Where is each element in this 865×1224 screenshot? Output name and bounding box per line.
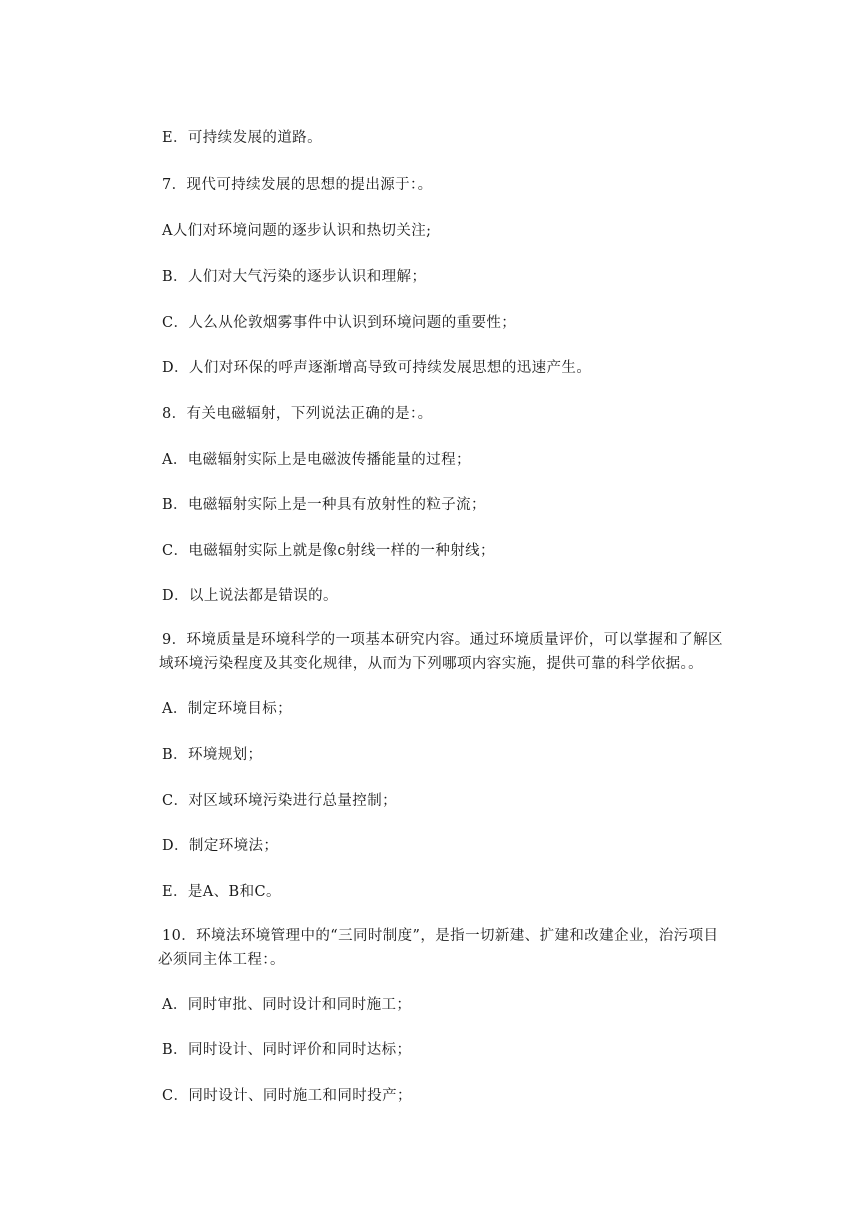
question-9 <box>159 628 742 676</box>
question-9-line-2: 域环境污染程度及其变化规律，从而为下列哪项内容实施，提供可靠的科学依据。。 <box>159 656 704 672</box>
option-e-sustainable-path: E．可持续发展的道路。 <box>162 130 322 146</box>
question-10-line-2: 必须同主体工程：。 <box>158 952 285 968</box>
question-9-option-a: A．制定环境目标； <box>162 701 293 717</box>
question-10-option-a: A．同时审批、同时设计和同时施工； <box>162 997 412 1013</box>
question-8-option-a: A．电磁辐射实际上是电磁波传播能量的过程； <box>162 452 471 468</box>
question-8-option-c: C．电磁辐射实际上就是像c射线一样的一种射线； <box>162 543 495 559</box>
question-10-option-b: B．同时设计、同时评价和同时达标； <box>162 1042 412 1058</box>
question-10-line-1: 10．环境法环境管理中的“三同时制度”，是指一切新建、扩建和改建企业，治污项目 <box>162 928 719 944</box>
question-10-option-c: C．同时设计、同时施工和同时投产； <box>162 1088 412 1104</box>
question-9-option-c: C．对区域环境污染进行总量控制； <box>162 793 397 809</box>
question-7-option-b: B．人们对大气污染的逐步认识和理解； <box>162 269 427 285</box>
question-10 <box>158 924 742 972</box>
question-7-option-d: D．人们对环保的呼声逐渐增高导致可持续发展思想的迅速产生。 <box>162 360 592 376</box>
question-9-option-d: D．制定环境法； <box>162 838 279 854</box>
question-8-option-d: D．以上说法都是错误的。 <box>162 588 338 604</box>
question-9-option-b: B．环境规划； <box>162 747 263 763</box>
question-9-option-e: E．是A、B和C。 <box>162 884 281 900</box>
question-8: 8．有关电磁辐射，下列说法正确的是：。 <box>162 406 433 422</box>
question-8-option-b: B．电磁辐射实际上是一种具有放射性的粒子流； <box>162 497 486 513</box>
question-7-option-c: C．人么从伦敦烟雾事件中认识到环境问题的重要性； <box>162 315 517 331</box>
question-9-line-1: 9．环境质量是环境科学的一项基本研究内容。通过环境质量评价，可以掌握和了解区 <box>162 632 723 648</box>
question-7: 7．现代可持续发展的思想的提出源于：。 <box>162 177 433 193</box>
question-7-option-a: A人们对环境问题的逐步认识和热切关注; <box>162 223 432 239</box>
